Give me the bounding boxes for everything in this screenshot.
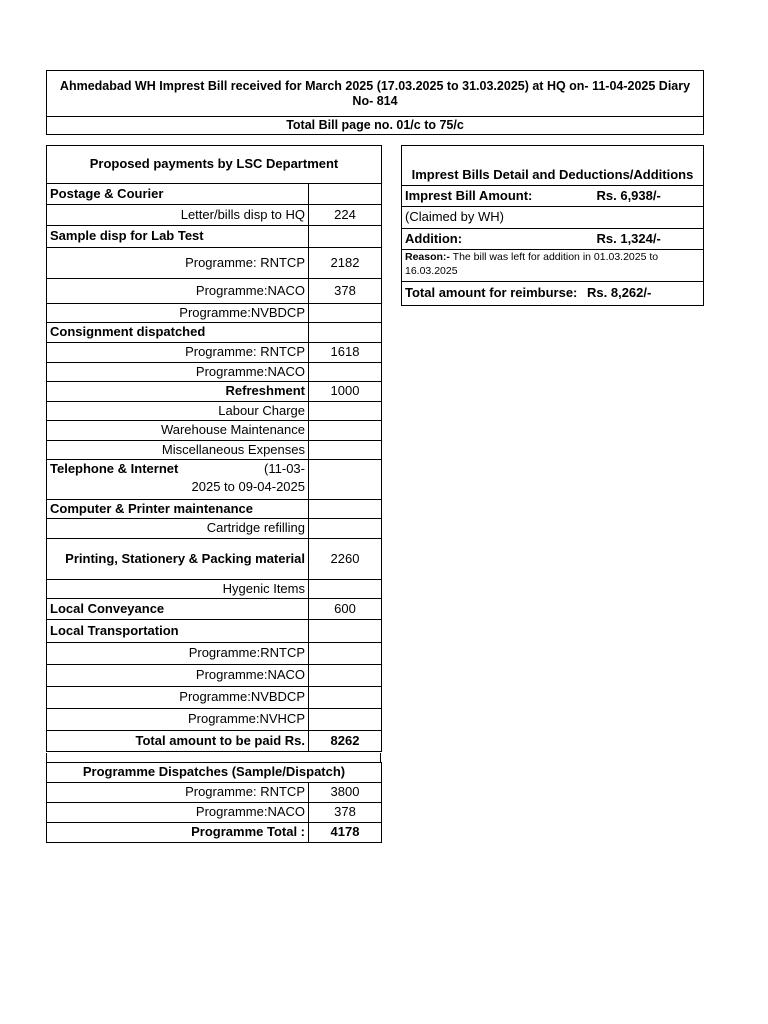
table-row: Programme:NACO [47, 665, 382, 687]
table-row: Programme:NVBDCP [47, 687, 382, 709]
total-row [402, 282, 704, 306]
table-row: Cartridge refilling [47, 519, 382, 539]
total-row [47, 731, 382, 752]
total-amount-value: 8262 [309, 731, 382, 752]
table-row: Programme:NVBDCP [47, 304, 382, 323]
table-row: Sample disp for Lab Test [47, 226, 382, 248]
table-row [402, 229, 704, 250]
table-row [402, 207, 704, 229]
reason-label: Reason:- [405, 251, 450, 263]
imprest-bill-amount-label: Imprest Bill Amount: [405, 187, 533, 203]
table-row: Local Conveyance 600 [47, 599, 382, 620]
table-row: Postage & Courier [47, 184, 382, 205]
table-row: Programme:NACO [47, 363, 382, 382]
table-row: Computer & Printer maintenance [47, 500, 382, 519]
table-row: Refreshment 1000 [47, 382, 382, 402]
table-row: Warehouse Maintenance [47, 421, 382, 441]
table-row [402, 250, 704, 282]
table-row: Printing, Stationery & Packing material 2260 [47, 539, 382, 580]
total-amount-label: Total amount to be paid Rs. [47, 731, 309, 752]
table-gap [46, 753, 381, 762]
table-row: Programme:RNTCP [47, 643, 382, 665]
imprest-bill-amount-value: Rs. 6,938/- [596, 187, 661, 203]
table-row: Hygenic Items [47, 580, 382, 599]
imprest-details-heading: Imprest Bills Detail and Deductions/Additions [402, 146, 704, 186]
table-row: Programme:NACO 378 [47, 279, 382, 304]
programme-dispatches-table [46, 762, 382, 843]
table-row: Labour Charge [47, 402, 382, 421]
table-row: Programme:NVHCP [47, 709, 382, 731]
reimburse-total-value: Rs. 8,262/- [587, 285, 652, 301]
table-row: Programme: RNTCP 3800 [47, 783, 382, 803]
table-row: Miscellaneous Expenses [47, 441, 382, 460]
bill-page-range: Total Bill page no. 01/c to 75/c [47, 117, 704, 135]
programme-total-value: 4178 [309, 823, 382, 843]
addition-label: Addition: [405, 230, 463, 246]
bill-header [46, 70, 704, 135]
reimburse-total-label: Total amount for reimburse: [405, 285, 578, 301]
table-row: Programme:NACO 378 [47, 803, 382, 823]
programme-total-label: Programme Total : [47, 823, 309, 843]
proposed-payments-table [46, 145, 382, 752]
telephone-internet-label: Telephone & Internet [50, 461, 179, 476]
claimed-by-wh: (Claimed by WH) [402, 207, 704, 229]
proposed-payments-heading: Proposed payments by LSC Department [47, 146, 382, 184]
table-row: Consignment dispatched [47, 323, 382, 343]
total-row [47, 823, 382, 843]
reason-text: The bill was left for addition in 01.03.2025 to 16.03.2025 [405, 251, 659, 277]
telephone-period-end: 2025 to 09-04-2025 [191, 478, 305, 494]
telephone-period-start: (11-03- [264, 461, 305, 476]
table-row: Programme: RNTCP 2182 [47, 248, 382, 279]
table-row: Programme: RNTCP 1618 [47, 343, 382, 363]
table-row [47, 460, 382, 500]
addition-value: Rs. 1,324/- [596, 230, 661, 246]
bill-title: Ahmedabad WH Imprest Bill received for March 2025 (17.03.2025 to 31.03.2025) at HQ on- 11-04-2025 Diary No- 814 [47, 71, 704, 117]
table-row [402, 186, 704, 207]
imprest-details-table [401, 145, 704, 306]
table-row: Local Transportation [47, 620, 382, 643]
programme-dispatches-heading: Programme Dispatches (Sample/Dispatch) [47, 763, 382, 783]
table-row: Letter/bills disp to HQ 224 [47, 205, 382, 226]
